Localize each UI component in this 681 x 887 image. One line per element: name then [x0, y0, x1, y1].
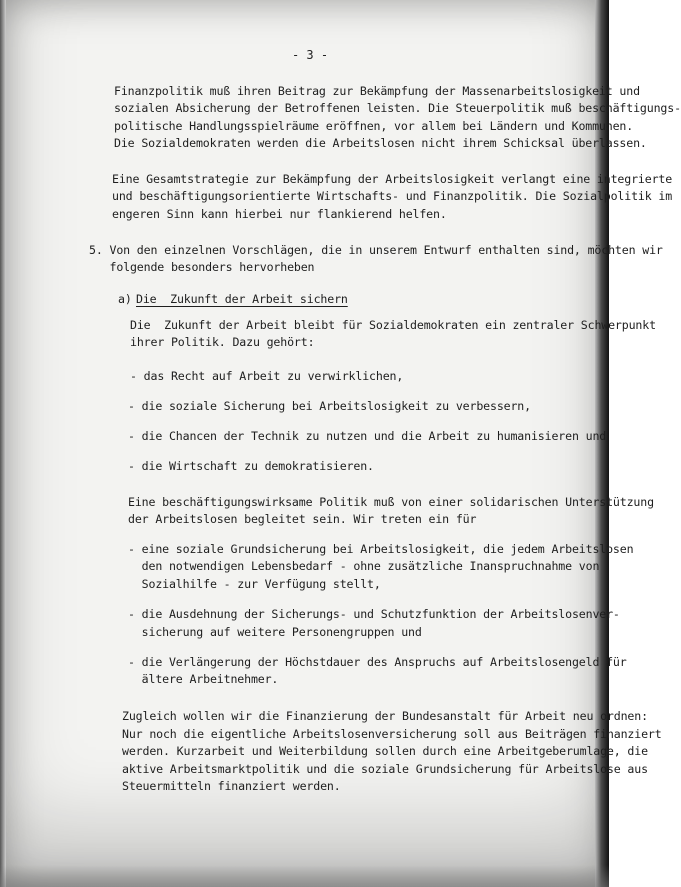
sub-a-prefix: a): [118, 292, 132, 306]
sub-a-heading: Die Zukunft der Arbeit sichern: [136, 292, 348, 306]
para-b-line: der Arbeitslosen begleitet sein. Wir treten ein für: [128, 512, 477, 526]
bullet-item: - die Chancen der Technik zu nutzen und die Arbeit zu humanisieren und: [128, 429, 607, 443]
para1-line: Finanzpolitik muß ihren Beitrag zur Bekämpfung der Massenarbeitslosigkeit und: [114, 84, 640, 98]
bullet-item: - die Verlängerung der Höchstdauer des Anspruchs auf Arbeitslosengeld für: [128, 655, 627, 669]
para-a-line: ihrer Politik. Dazu gehört:: [130, 335, 315, 349]
para1-line: Die Sozialdemokraten werden die Arbeitslosen nicht ihrem Schicksal überlassen.: [114, 136, 647, 150]
bullet-item-cont: Sozialhilfe - zur Verfügung stellt,: [128, 577, 381, 591]
para-c-line: Steuermitteln finanziert werden.: [122, 779, 341, 793]
scan-edge-left: [0, 0, 6, 887]
bullet-item-cont: den notwendigen Lebensbedarf - ohne zusätzliche Inanspruchnahme von: [128, 559, 600, 573]
item5-line: 5. Von den einzelnen Vorschlägen, die in unserem Entwurf enthalten sind, möchten wir: [89, 243, 663, 257]
scan-edge-bottom: [0, 865, 609, 887]
para-c-line: aktive Arbeitsmarktpolitik und die soziale Grundsicherung für Arbeitslose aus: [122, 762, 648, 776]
bullet-item: - eine soziale Grundsicherung bei Arbeitslosigkeit, die jedem Arbeitslosen: [128, 542, 634, 556]
para-c-line: Zugleich wollen wir die Finanzierung der Bundesanstalt für Arbeit neu ordnen:: [122, 709, 648, 723]
para2-line: engeren Sinn kann hierbei nur flankierend helfen.: [112, 207, 447, 221]
bullet-item-cont: ältere Arbeitnehmer.: [128, 672, 279, 686]
bullet-item: - das Recht auf Arbeit zu verwirklichen,: [130, 369, 404, 383]
para1-line: sozialen Absicherung der Betroffenen leisten. Die Steuerpolitik muß beschäftigungs-: [114, 101, 681, 115]
bullet-item-cont: sicherung auf weitere Personengruppen und: [128, 625, 422, 639]
para-b-line: Eine beschäftigungswirksame Politik muß von einer solidarischen Unterstützung: [128, 495, 654, 509]
item5-line: folgende besonders hervorheben: [89, 260, 315, 274]
para1-line: politische Handlungsspielräume eröffnen, vor allem bei Ländern und Kommunen.: [114, 119, 634, 133]
para-a-line: Die Zukunft der Arbeit bleibt für Sozialdemokraten ein zentraler Schwerpunkt: [130, 318, 656, 332]
para-c-line: werden. Kurzarbeit und Weiterbildung sollen durch eine Arbeitgeberumlage, die: [122, 744, 648, 758]
para-c-line: Nur noch die eigentliche Arbeitslosenversicherung soll aus Beiträgen finanziert: [122, 727, 662, 741]
para2-line: Eine Gesamtstrategie zur Bekämpfung der Arbeitslosigkeit verlangt eine integrierte: [112, 172, 673, 186]
bullet-item: - die Ausdehnung der Sicherungs- und Schutzfunktion der Arbeitslosenver-: [128, 607, 620, 621]
bullet-item: - die soziale Sicherung bei Arbeitslosigkeit zu verbessern,: [128, 399, 531, 413]
page-number: - 3 -: [291, 48, 329, 62]
bullet-item: - die Wirtschaft zu demokratisieren.: [128, 459, 374, 473]
para2-line: und beschäftigungsorientierte Wirtschafts- und Finanzpolitik. Die Sozialpolitik im: [112, 189, 673, 203]
